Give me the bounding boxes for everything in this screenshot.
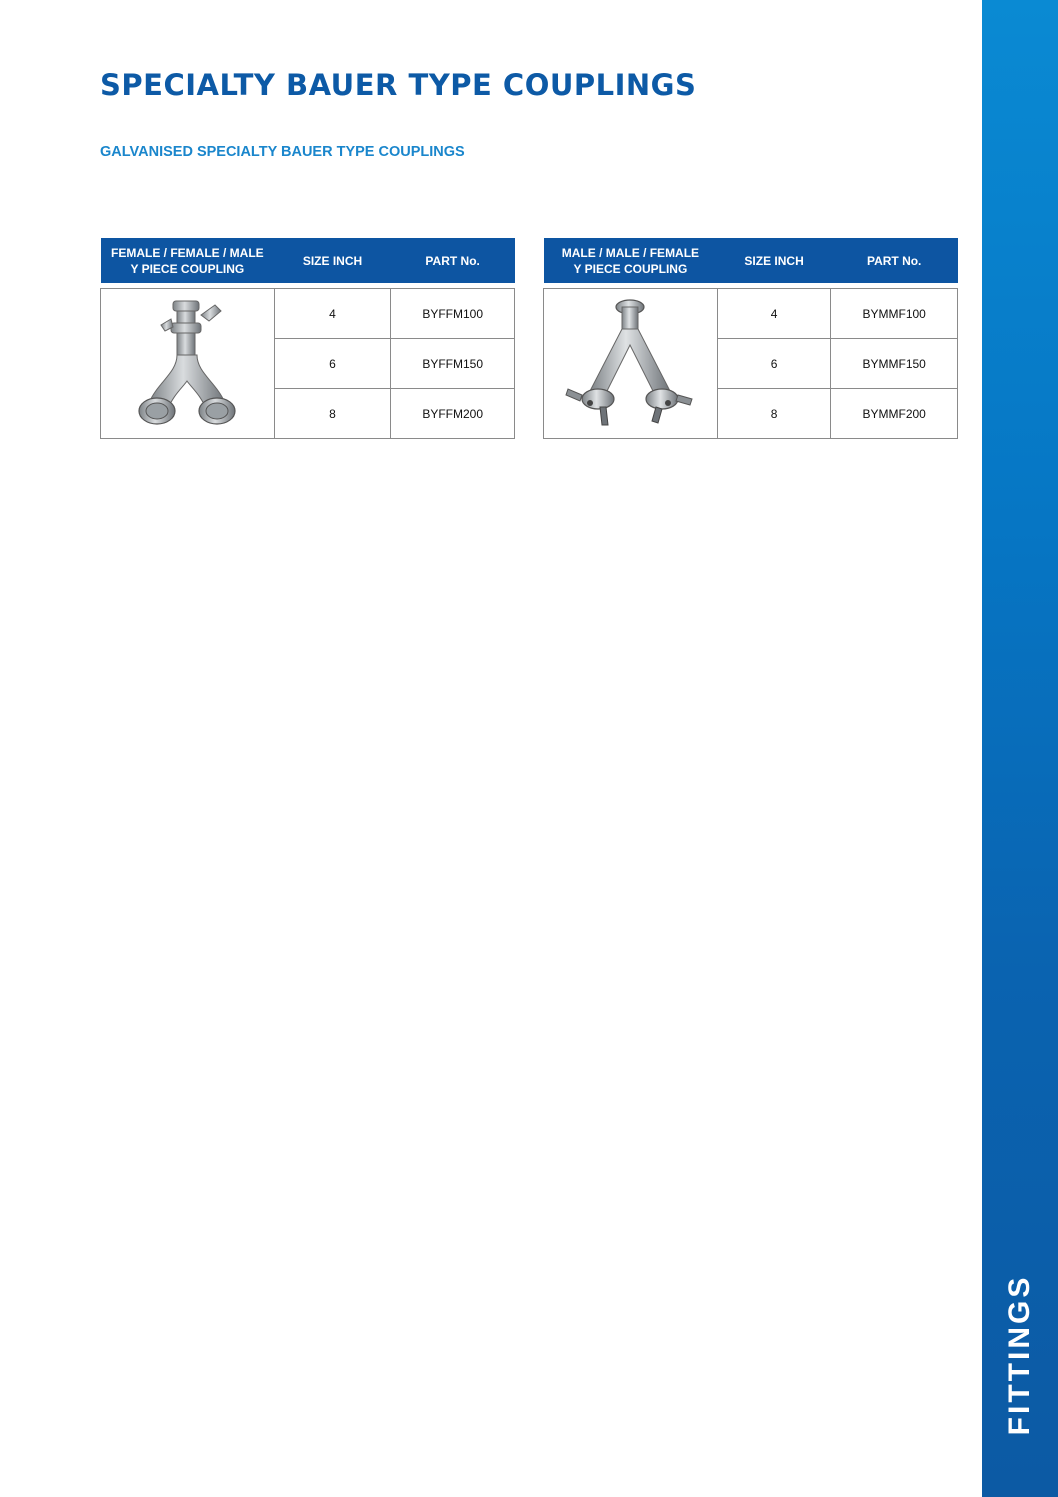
side-band	[982, 0, 1058, 1497]
header-size: SIZE INCH	[274, 238, 391, 283]
header-product: MALE / MALE / FEMALE Y PIECE COUPLING	[544, 238, 718, 283]
y-piece-male-male-female-image	[560, 295, 700, 433]
table-row	[101, 289, 515, 339]
size-cell: 4	[274, 289, 391, 339]
part-number-cell: BYFFM200	[391, 389, 515, 439]
product-image-cell	[544, 289, 718, 439]
header-size: SIZE INCH	[717, 238, 831, 283]
size-cell: 6	[274, 339, 391, 389]
section-label: FITTINGS	[1003, 1274, 1036, 1436]
header-product: FEMALE / FEMALE / MALE Y PIECE COUPLING	[101, 238, 275, 283]
size-cell: 6	[717, 339, 831, 389]
product-table-ffm	[100, 238, 515, 439]
size-cell: 8	[717, 389, 831, 439]
table-header-row	[101, 238, 515, 283]
table-header-row	[544, 238, 958, 283]
y-piece-female-female-male-image	[127, 295, 247, 433]
part-number-cell: BYFFM150	[391, 339, 515, 389]
size-cell: 8	[274, 389, 391, 439]
header-part: PART No.	[391, 238, 515, 283]
part-number-cell: BYMMF150	[831, 339, 958, 389]
size-cell: 4	[717, 289, 831, 339]
page-subtitle: GALVANISED SPECIALTY BAUER TYPE COUPLINGS	[100, 144, 465, 160]
table-row	[544, 289, 958, 339]
page-title: SPECIALTY BAUER TYPE COUPLINGS	[100, 68, 697, 102]
header-part: PART No.	[831, 238, 958, 283]
part-number-cell: BYMMF200	[831, 389, 958, 439]
part-number-cell: BYFFM100	[391, 289, 515, 339]
part-number-cell: BYMMF100	[831, 289, 958, 339]
product-image-cell	[101, 289, 275, 439]
product-table-mmf	[543, 238, 958, 439]
